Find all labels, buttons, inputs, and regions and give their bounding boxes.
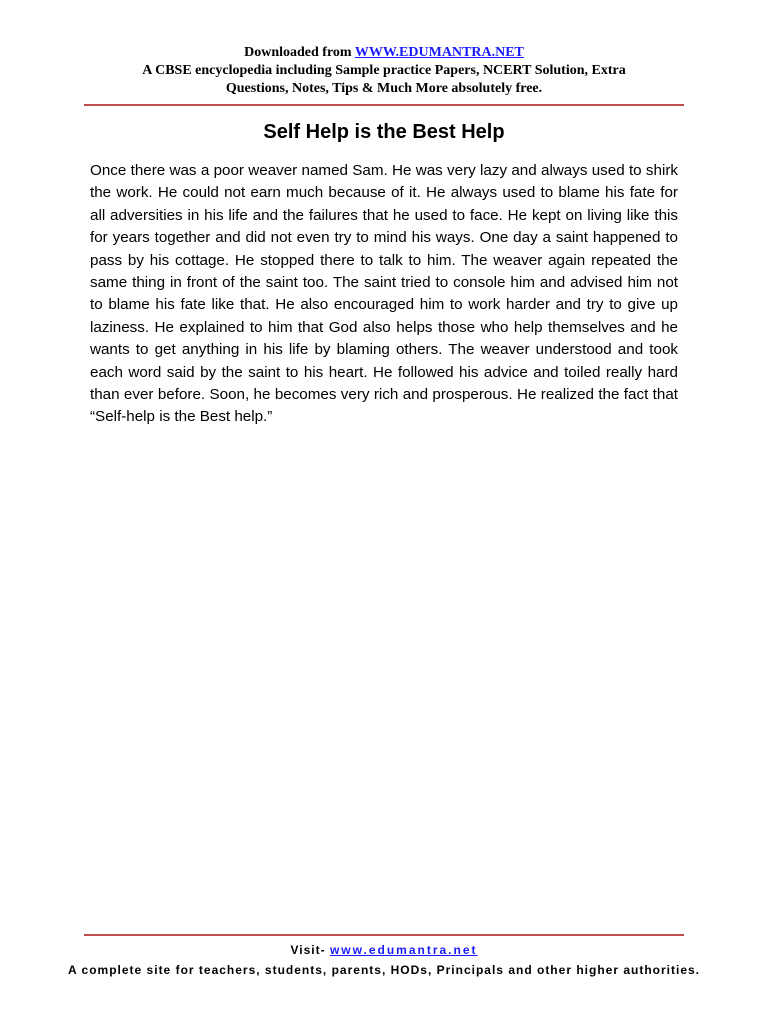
edumantra-header-link[interactable]: WWW.EDUMANTRA.NET: [354, 45, 524, 60]
footer-line-1: [0, 940, 768, 960]
header-line-1: [0, 44, 768, 62]
document-title: Self Help is the Best Help: [263, 121, 505, 143]
footer-divider: [84, 934, 684, 936]
header-divider: [84, 104, 684, 106]
story-paragraph: Once there was a poor weaver named Sam. He was very lazy and always used to shirk the work. He could not earn much because of it. He always used to blame his fate for all adversities in his life and the failures that he used to face. He kept on living like this for years together and did not even try to mind his ways. One day a saint happened to pass by his cottage. He stopped there to talk to him. The weaver again repeated the same thing in front of the saint too. The saint tried to console him and advised him not to blame his fate like that. He also encouraged him to work harder and try to give up laziness. He explained to him that God also helps those who help themselves and he wants to get anything in his life by blaming others. The weaver understood and took each word said by the saint to his heart. He followed his advice and toiled really hard than ever before. Soon, he becomes very rich and prosperous. He realized the fact that “Self-help is the Best help.”: [90, 162, 678, 426]
edumantra-footer-link[interactable]: www.edumantra.net: [329, 943, 478, 957]
downloaded-from-label: Downloaded from: [244, 45, 355, 60]
page-header: [0, 44, 768, 98]
footer-tagline: A complete site for teachers, students, parents, HODs, Principals and other higher authorities.: [67, 963, 700, 977]
header-line-3: Questions, Notes, Tips & Much More absolutely free.: [225, 81, 543, 96]
page-footer: [0, 940, 768, 980]
visit-label: Visit-: [290, 943, 330, 957]
header-line-2: A CBSE encyclopedia including Sample practice Papers, NCERT Solution, Extra: [142, 63, 626, 78]
